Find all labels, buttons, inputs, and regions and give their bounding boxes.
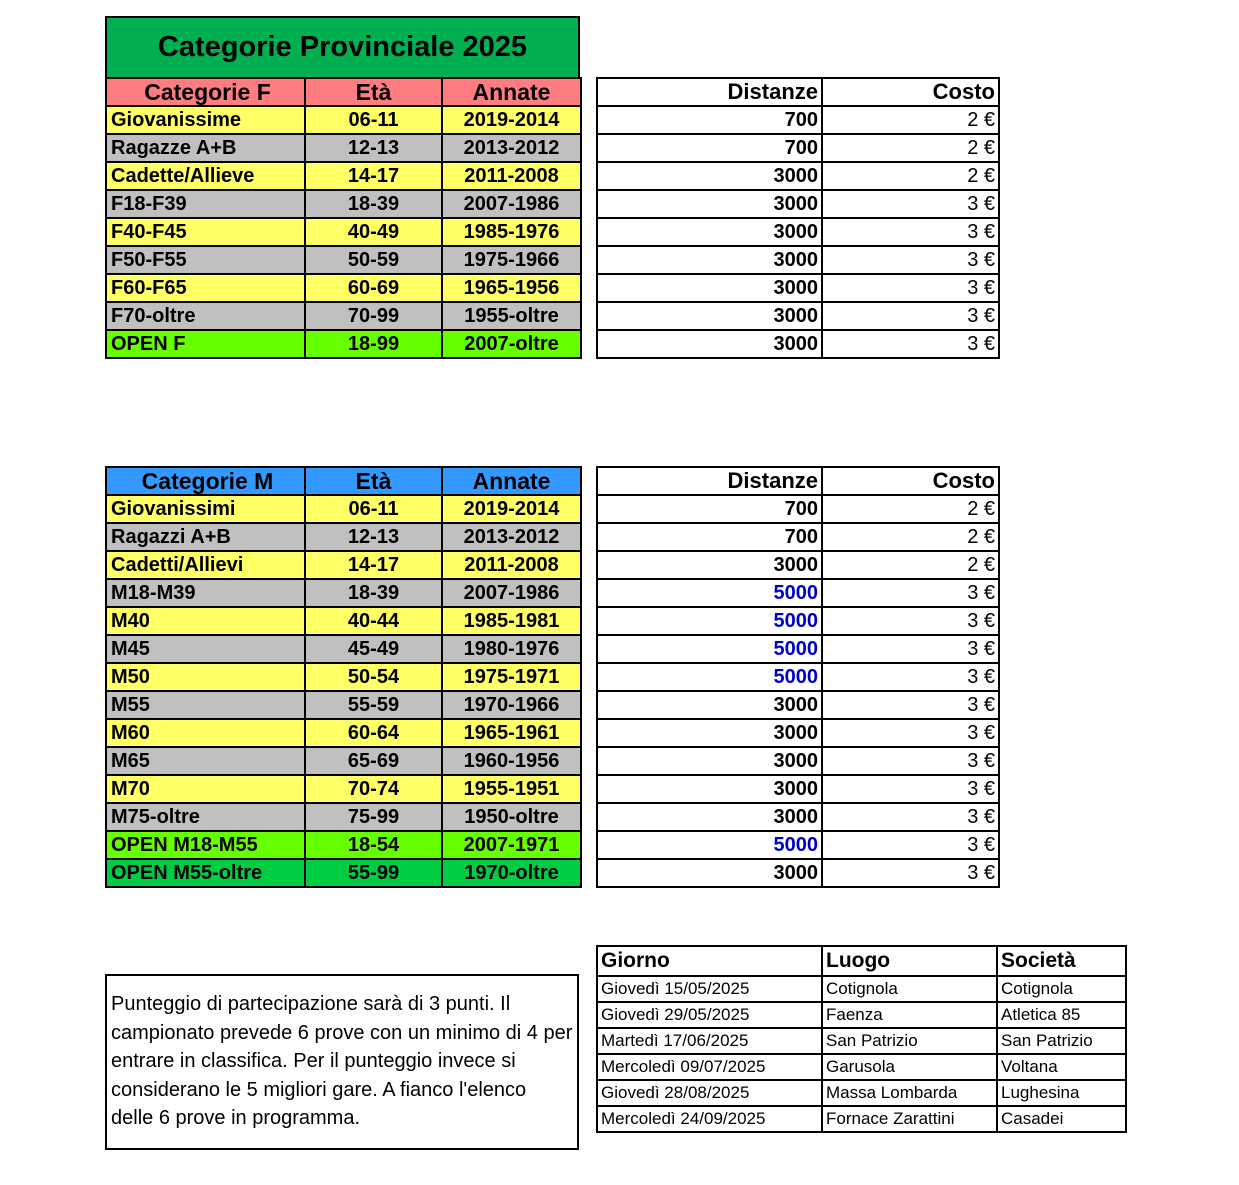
- table-row: [597, 803, 999, 831]
- club-cell: Casadei: [997, 1106, 1126, 1132]
- category-cell: M70: [106, 775, 305, 803]
- table-row: [597, 1002, 1126, 1028]
- place-cell: Cotignola: [822, 976, 997, 1002]
- table-row: [597, 747, 999, 775]
- category-cell: Ragazze A+B: [106, 134, 305, 162]
- table-row: [597, 579, 999, 607]
- table-row: [597, 1054, 1126, 1080]
- date-cell: Giovedì 29/05/2025: [597, 1002, 822, 1028]
- age-cell: 18-99: [305, 330, 442, 358]
- column-header: Annate: [442, 467, 581, 495]
- category-cell: F40-F45: [106, 218, 305, 246]
- age-cell: 50-59: [305, 246, 442, 274]
- column-header: Costo: [822, 467, 999, 495]
- table-header-row: [597, 467, 999, 495]
- table-row: [597, 663, 999, 691]
- table-row: [597, 523, 999, 551]
- years-cell: 1975-1971: [442, 663, 581, 691]
- years-cell: 1980-1976: [442, 635, 581, 663]
- table-row: [597, 330, 999, 358]
- age-cell: 70-74: [305, 775, 442, 803]
- table-row: [597, 1028, 1126, 1054]
- women-categories-table: [105, 77, 582, 359]
- table-row: [106, 218, 581, 246]
- date-cell: Giovedì 15/05/2025: [597, 976, 822, 1002]
- cost-cell: 3 €: [822, 859, 999, 887]
- category-cell: F60-F65: [106, 274, 305, 302]
- club-cell: Atletica 85: [997, 1002, 1126, 1028]
- club-cell: Voltana: [997, 1054, 1126, 1080]
- distance-cell: 3000: [597, 551, 822, 579]
- years-cell: 2007-1971: [442, 831, 581, 859]
- table-row: [106, 106, 581, 134]
- table-row: [597, 274, 999, 302]
- age-cell: 55-59: [305, 691, 442, 719]
- distance-cell: 700: [597, 495, 822, 523]
- category-cell: M75-oltre: [106, 803, 305, 831]
- age-cell: 14-17: [305, 551, 442, 579]
- table-row: [106, 859, 581, 887]
- column-header: Categorie M: [106, 467, 305, 495]
- age-cell: 14-17: [305, 162, 442, 190]
- category-cell: OPEN F: [106, 330, 305, 358]
- years-cell: 2007-1986: [442, 579, 581, 607]
- table-row: [597, 246, 999, 274]
- years-cell: 1985-1976: [442, 218, 581, 246]
- race-schedule-table: [596, 945, 1127, 1133]
- table-row: [597, 134, 999, 162]
- table-row: [597, 106, 999, 134]
- age-cell: 40-49: [305, 218, 442, 246]
- cost-cell: 3 €: [822, 246, 999, 274]
- cost-cell: 3 €: [822, 607, 999, 635]
- age-cell: 06-11: [305, 106, 442, 134]
- cost-cell: 2 €: [822, 134, 999, 162]
- cost-cell: 3 €: [822, 691, 999, 719]
- column-header: Annate: [442, 78, 581, 106]
- years-cell: 2007-oltre: [442, 330, 581, 358]
- category-cell: M45: [106, 635, 305, 663]
- column-header: Giorno: [597, 946, 822, 976]
- table-row: [106, 246, 581, 274]
- distance-cell: 3000: [597, 246, 822, 274]
- date-cell: Mercoledì 09/07/2025: [597, 1054, 822, 1080]
- years-cell: 2013-2012: [442, 523, 581, 551]
- age-cell: 45-49: [305, 635, 442, 663]
- age-cell: 18-39: [305, 190, 442, 218]
- distance-cell: 700: [597, 106, 822, 134]
- distance-cell: 3000: [597, 859, 822, 887]
- table-row: [106, 719, 581, 747]
- men-categories-table: [105, 466, 582, 888]
- table-row: [106, 607, 581, 635]
- table-row: [106, 523, 581, 551]
- table-row: [597, 190, 999, 218]
- distance-cell: 5000: [597, 635, 822, 663]
- cost-cell: 2 €: [822, 523, 999, 551]
- table-row: [597, 775, 999, 803]
- cost-cell: 2 €: [822, 551, 999, 579]
- table-row: [597, 635, 999, 663]
- years-cell: 1970-1966: [442, 691, 581, 719]
- column-header: Distanze: [597, 78, 822, 106]
- age-cell: 60-64: [305, 719, 442, 747]
- column-header: Categorie F: [106, 78, 305, 106]
- table-row: [597, 1080, 1126, 1106]
- distance-cell: 3000: [597, 691, 822, 719]
- table-row: [106, 579, 581, 607]
- date-cell: Mercoledì 24/09/2025: [597, 1106, 822, 1132]
- age-cell: 65-69: [305, 747, 442, 775]
- age-cell: 12-13: [305, 134, 442, 162]
- years-cell: 1955-1951: [442, 775, 581, 803]
- category-cell: M50: [106, 663, 305, 691]
- table-header-row: [106, 78, 581, 106]
- age-cell: 55-99: [305, 859, 442, 887]
- age-cell: 06-11: [305, 495, 442, 523]
- table-row: [106, 302, 581, 330]
- column-header: Età: [305, 78, 442, 106]
- table-row: [597, 607, 999, 635]
- table-row: [106, 691, 581, 719]
- category-cell: M18-M39: [106, 579, 305, 607]
- years-cell: 2013-2012: [442, 134, 581, 162]
- cost-cell: 3 €: [822, 831, 999, 859]
- distance-cell: 3000: [597, 719, 822, 747]
- category-cell: M55: [106, 691, 305, 719]
- age-cell: 18-39: [305, 579, 442, 607]
- category-cell: Giovanissimi: [106, 495, 305, 523]
- table-row: [597, 1106, 1126, 1132]
- table-row: [106, 663, 581, 691]
- distance-cell: 3000: [597, 775, 822, 803]
- cost-cell: 3 €: [822, 719, 999, 747]
- years-cell: 2019-2014: [442, 106, 581, 134]
- men-distances-table: [596, 466, 1000, 888]
- cost-cell: 3 €: [822, 747, 999, 775]
- age-cell: 40-44: [305, 607, 442, 635]
- distance-cell: 3000: [597, 330, 822, 358]
- cost-cell: 3 €: [822, 635, 999, 663]
- category-cell: M40: [106, 607, 305, 635]
- date-cell: Martedì 17/06/2025: [597, 1028, 822, 1054]
- club-cell: Lughesina: [997, 1080, 1126, 1106]
- table-row: [597, 302, 999, 330]
- place-cell: Massa Lombarda: [822, 1080, 997, 1106]
- table-row: [106, 134, 581, 162]
- place-cell: San Patrizio: [822, 1028, 997, 1054]
- table-row: [106, 495, 581, 523]
- place-cell: Garusola: [822, 1054, 997, 1080]
- table-row: [597, 719, 999, 747]
- table-row: [106, 274, 581, 302]
- cost-cell: 3 €: [822, 218, 999, 246]
- cost-cell: 2 €: [822, 495, 999, 523]
- category-cell: F50-F55: [106, 246, 305, 274]
- years-cell: 1965-1956: [442, 274, 581, 302]
- table-row: [597, 218, 999, 246]
- distance-cell: 3000: [597, 162, 822, 190]
- club-cell: Cotignola: [997, 976, 1126, 1002]
- category-cell: M65: [106, 747, 305, 775]
- column-header: Luogo: [822, 946, 997, 976]
- club-cell: San Patrizio: [997, 1028, 1126, 1054]
- column-header: Distanze: [597, 467, 822, 495]
- age-cell: 70-99: [305, 302, 442, 330]
- distance-cell: 700: [597, 523, 822, 551]
- distance-cell: 700: [597, 134, 822, 162]
- column-header: Costo: [822, 78, 999, 106]
- column-header: Età: [305, 467, 442, 495]
- years-cell: 1955-oltre: [442, 302, 581, 330]
- cost-cell: 3 €: [822, 663, 999, 691]
- years-cell: 1960-1956: [442, 747, 581, 775]
- age-cell: 12-13: [305, 523, 442, 551]
- distance-cell: 5000: [597, 579, 822, 607]
- category-cell: F18-F39: [106, 190, 305, 218]
- age-cell: 60-69: [305, 274, 442, 302]
- cost-cell: 3 €: [822, 803, 999, 831]
- table-row: [106, 831, 581, 859]
- table-row: [597, 162, 999, 190]
- date-cell: Giovedì 28/08/2025: [597, 1080, 822, 1106]
- scoring-note: Punteggio di partecipazione sarà di 3 punti. Il campionato prevede 6 prove con un minimo di 4 per entrare in classifica. Per il punteggio invece si considerano le 5 migliori gare. A fianco l'elenco delle 6 prove in programma.: [105, 974, 579, 1150]
- table-header-row: [597, 78, 999, 106]
- distance-cell: 3000: [597, 218, 822, 246]
- table-row: [106, 551, 581, 579]
- place-cell: Fornace Zarattini: [822, 1106, 997, 1132]
- distance-cell: 3000: [597, 747, 822, 775]
- years-cell: 2007-1986: [442, 190, 581, 218]
- distance-cell: 3000: [597, 190, 822, 218]
- cost-cell: 3 €: [822, 775, 999, 803]
- table-row: [597, 831, 999, 859]
- cost-cell: 3 €: [822, 274, 999, 302]
- table-row: [106, 330, 581, 358]
- distance-cell: 5000: [597, 663, 822, 691]
- table-row: [106, 162, 581, 190]
- table-row: [106, 635, 581, 663]
- table-row: [106, 803, 581, 831]
- table-row: [597, 495, 999, 523]
- distance-cell: 3000: [597, 302, 822, 330]
- table-row: [597, 551, 999, 579]
- category-cell: OPEN M18-M55: [106, 831, 305, 859]
- table-header-row: [106, 467, 581, 495]
- table-header-row: [597, 946, 1126, 976]
- table-row: [106, 190, 581, 218]
- distance-cell: 5000: [597, 607, 822, 635]
- place-cell: Faenza: [822, 1002, 997, 1028]
- distance-cell: 5000: [597, 831, 822, 859]
- column-header: Società: [997, 946, 1126, 976]
- category-cell: Ragazzi A+B: [106, 523, 305, 551]
- years-cell: 1985-1981: [442, 607, 581, 635]
- years-cell: 1965-1961: [442, 719, 581, 747]
- age-cell: 75-99: [305, 803, 442, 831]
- cost-cell: 2 €: [822, 162, 999, 190]
- cost-cell: 3 €: [822, 579, 999, 607]
- category-cell: Cadette/Allieve: [106, 162, 305, 190]
- women-distances-table: [596, 77, 1000, 359]
- cost-cell: 3 €: [822, 330, 999, 358]
- category-cell: OPEN M55-oltre: [106, 859, 305, 887]
- table-row: [106, 775, 581, 803]
- age-cell: 18-54: [305, 831, 442, 859]
- table-row: [597, 976, 1126, 1002]
- category-cell: Giovanissime: [106, 106, 305, 134]
- table-row: [106, 747, 581, 775]
- category-cell: Cadetti/Allievi: [106, 551, 305, 579]
- table-row: [597, 859, 999, 887]
- cost-cell: 3 €: [822, 190, 999, 218]
- category-cell: M60: [106, 719, 305, 747]
- age-cell: 50-54: [305, 663, 442, 691]
- years-cell: 1975-1966: [442, 246, 581, 274]
- table-row: [597, 691, 999, 719]
- distance-cell: 3000: [597, 274, 822, 302]
- distance-cell: 3000: [597, 803, 822, 831]
- page-title: Categorie Provinciale 2025: [105, 16, 580, 79]
- years-cell: 1950-oltre: [442, 803, 581, 831]
- years-cell: 1970-oltre: [442, 859, 581, 887]
- years-cell: 2011-2008: [442, 551, 581, 579]
- cost-cell: 2 €: [822, 106, 999, 134]
- years-cell: 2019-2014: [442, 495, 581, 523]
- years-cell: 2011-2008: [442, 162, 581, 190]
- category-cell: F70-oltre: [106, 302, 305, 330]
- cost-cell: 3 €: [822, 302, 999, 330]
